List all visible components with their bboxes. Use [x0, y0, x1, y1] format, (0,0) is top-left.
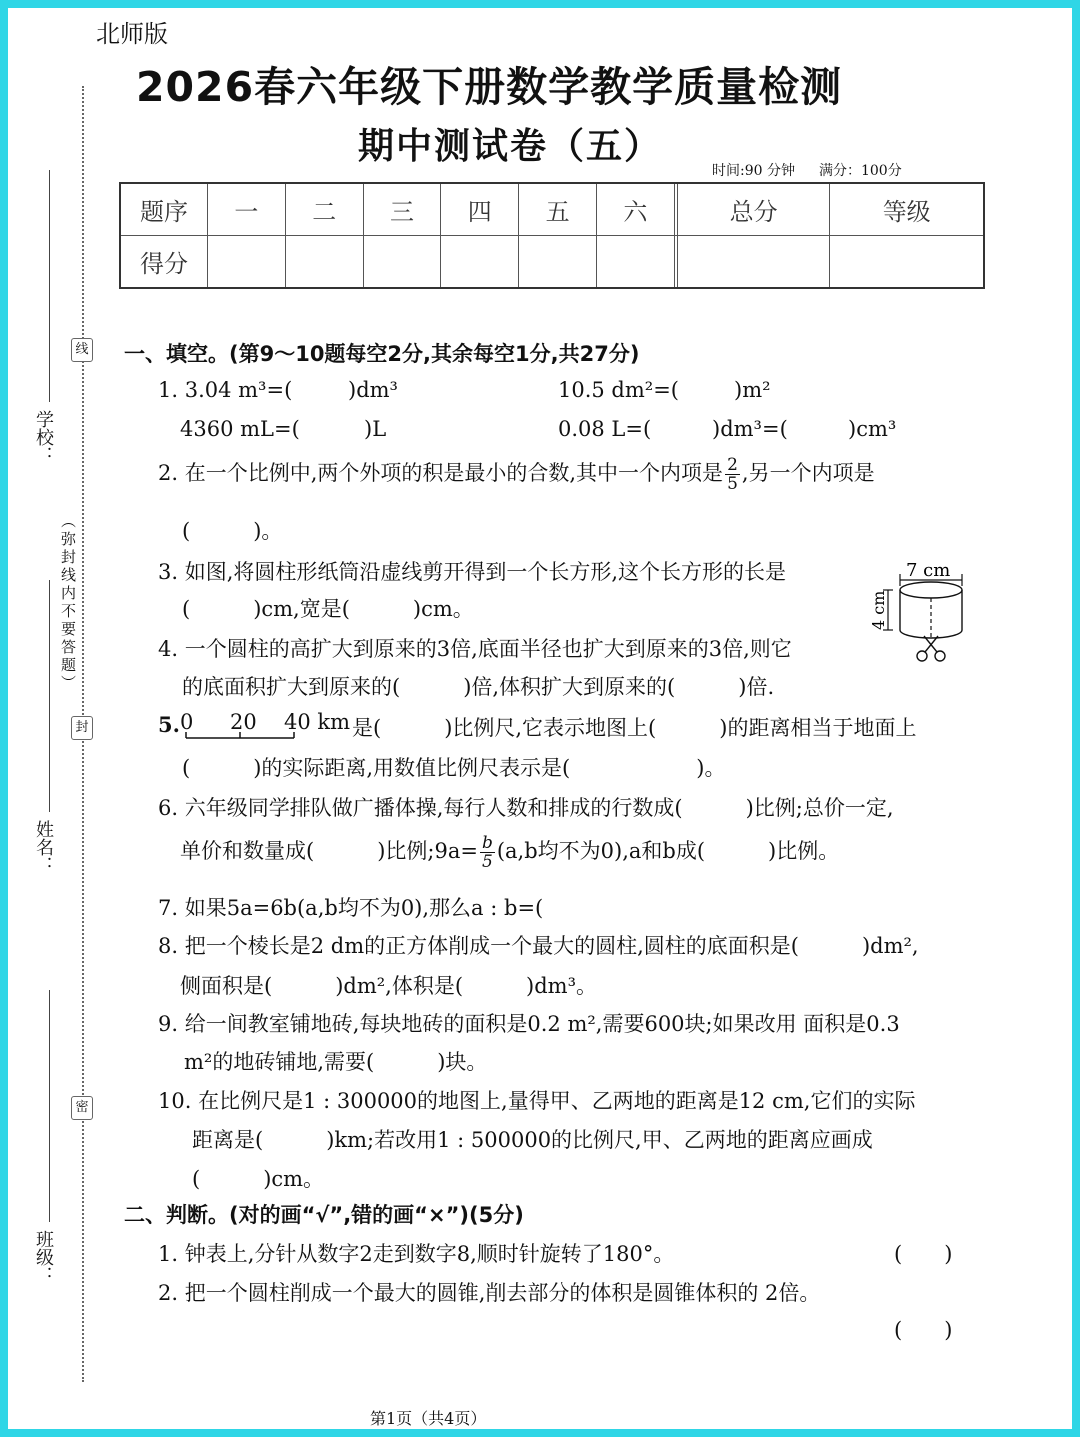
- q2-frac-num: 2: [727, 455, 738, 475]
- q4-line1: 4. 一个圆柱的高扩大到原来的3倍,底面半径也扩大到原来的3倍,则它: [158, 637, 792, 661]
- q1-c: 4360 mL=(: [180, 417, 300, 441]
- score-header-cell: 三: [363, 183, 441, 236]
- score-row-label: 得分: [120, 236, 208, 289]
- seal-mark-seal: 封: [71, 716, 93, 740]
- judge-q1: 1. 钟表上,分针从数字2走到数字8,顺时针旋转了180°。: [158, 1242, 675, 1266]
- q6-text-b: (a,b均不为0),a和b成( )比例。: [496, 839, 840, 863]
- judge-q2-answer[interactable]: ( ): [894, 1318, 953, 1342]
- q4-line2: 的底面积扩大到原来的( )倍,体积扩大到原来的( )倍.: [182, 675, 775, 699]
- section2-title: 二、判断。(对的画“√”,错的画“×”)(5分): [124, 1203, 524, 1227]
- judge-q2: 2. 把一个圆柱削成一个最大的圆锥,削去部分的体积是圆锥体积的 2倍。: [158, 1281, 821, 1305]
- score-cell[interactable]: [208, 236, 286, 289]
- q1-a: 1. 3.04 m³=(: [158, 378, 293, 402]
- exam-meta: [712, 160, 926, 180]
- q7-text: 7. 如果5a=6b(a,b均不为0),那么a : b=(: [158, 896, 544, 920]
- q10-line2: 距离是( )km;若改用1 : 500000的比例尺,甲、乙两地的距离应画成: [192, 1128, 873, 1152]
- q6-line1: 6. 六年级同学排队做广播体操,每行人数和排成的行数成( )比例;总价一定,: [158, 796, 894, 820]
- q2-text: 2. 在一个比例中,两个外项的积是最小的合数,其中一个内项是: [158, 461, 724, 485]
- school-underline: [49, 170, 50, 402]
- q2-frac-den: 5: [727, 474, 738, 494]
- school-label: 学校：: [33, 410, 54, 464]
- q10-line1: 10. 在比例尺是1 : 300000的地图上,量得甲、乙两地的距离是12 cm,它们的实际: [158, 1089, 916, 1113]
- scissors-icon: [917, 636, 945, 661]
- q2-fraction: [725, 456, 740, 493]
- score-cell[interactable]: [677, 236, 829, 289]
- score-header-cell: 题序: [120, 183, 208, 236]
- q6-frac-den: 5: [481, 852, 493, 872]
- q5-prefix: 5.: [158, 712, 180, 737]
- name-label: 姓名：: [33, 820, 54, 874]
- score-header-cell: 等级: [830, 183, 984, 236]
- q3-line2: ( )cm,宽是( )cm。: [182, 597, 474, 621]
- q1-d-unit: )cm³: [848, 417, 897, 441]
- q8-line2: 侧面积是( )dm²,体积是( )dm³。: [180, 974, 597, 998]
- exam-time: 时间:90 分钟: [712, 163, 795, 179]
- class-label: 班级：: [33, 1230, 54, 1284]
- score-cell[interactable]: [285, 236, 363, 289]
- page-subtitle: 期中测试卷（五）: [358, 126, 663, 167]
- q6-frac-num: b: [481, 833, 493, 853]
- score-header-cell: 五: [519, 183, 597, 236]
- q2-line1: [158, 456, 875, 493]
- score-header-cell: 四: [441, 183, 519, 236]
- q8-line1: 8. 把一个棱长是2 dm的正方体削成一个最大的圆柱,圆柱的底面积是( )dm²,: [158, 934, 919, 958]
- cylinder-width-label: 7 cm: [906, 560, 951, 581]
- score-cell[interactable]: [519, 236, 597, 289]
- q3-line1: 3. 如图,将圆柱形纸筒沿虚线剪开得到一个长方形,这个长方形的长是: [158, 560, 787, 584]
- q1-c-unit: )L: [364, 417, 387, 441]
- q10-line3: ( )cm。: [192, 1167, 325, 1191]
- q1-a-unit: )dm³: [348, 378, 398, 402]
- scale-tick-0: 0: [180, 710, 194, 734]
- scale-tick-40: 40 km: [284, 710, 351, 734]
- q2-line2: ( )。: [182, 519, 283, 543]
- edition-label: 北师版: [96, 20, 168, 48]
- q9-line2: m²的地砖铺地,需要( )块。: [184, 1050, 488, 1074]
- score-header-cell: 一: [208, 183, 286, 236]
- q9-line1: 9. 给一间教室铺地砖,每块地砖的面积是0.2 m²,需要600块;如果改用 面积是0.3: [158, 1012, 900, 1036]
- judge-q1-answer[interactable]: ( ): [894, 1242, 953, 1266]
- q1-b: 10.5 dm²=(: [558, 378, 679, 402]
- name-underline: [49, 580, 50, 812]
- seal-note: （弥封线内不要答题）: [59, 513, 77, 693]
- score-header-cell: 总分: [677, 183, 829, 236]
- score-table-score-row: [120, 236, 984, 289]
- q6-text-a: 单价和数量成( )比例;9a=: [180, 839, 478, 863]
- score-cell[interactable]: [596, 236, 674, 289]
- cylinder-top: [900, 582, 962, 598]
- score-cell[interactable]: [363, 236, 441, 289]
- section1-title: 一、填空。(第9～10题每空2分,其余每空1分,共27分): [124, 342, 640, 366]
- class-underline: [49, 990, 50, 1222]
- q5-line1: 是( )比例尺,它表示地图上( )的距离相当于地面上: [352, 716, 917, 740]
- exam-full-score: 满分：100分: [818, 163, 902, 179]
- q6-line2: [180, 834, 839, 871]
- seal-mark-secret: 密: [71, 1096, 93, 1120]
- score-header-cell: 六: [596, 183, 674, 236]
- score-cell[interactable]: [830, 236, 984, 289]
- q5-line2: ( )的实际距离,用数值比例尺表示是( )。: [182, 756, 726, 780]
- q1-d: 0.08 L=(: [558, 417, 652, 441]
- q1-b-unit: )m²: [734, 378, 771, 402]
- score-cell[interactable]: [441, 236, 519, 289]
- q1-d-mid: )dm³=(: [712, 417, 788, 441]
- page-title: 2026春六年级下册数学教学质量检测: [136, 63, 843, 111]
- scale-tick-20: 20: [230, 710, 257, 734]
- exam-page: [8, 8, 1072, 1429]
- score-header-cell: 二: [285, 183, 363, 236]
- score-table: [119, 182, 985, 289]
- page-footer: 第1页（共4页）: [370, 1409, 487, 1428]
- cylinder-height-label: 4 cm: [869, 590, 888, 630]
- q6-fraction: [480, 834, 495, 871]
- score-table-header-row: [120, 183, 984, 236]
- cylinder-figure: [858, 558, 978, 668]
- q2-text-end: ,另一个内项是: [741, 461, 875, 485]
- seal-mark-line: 线: [71, 338, 93, 362]
